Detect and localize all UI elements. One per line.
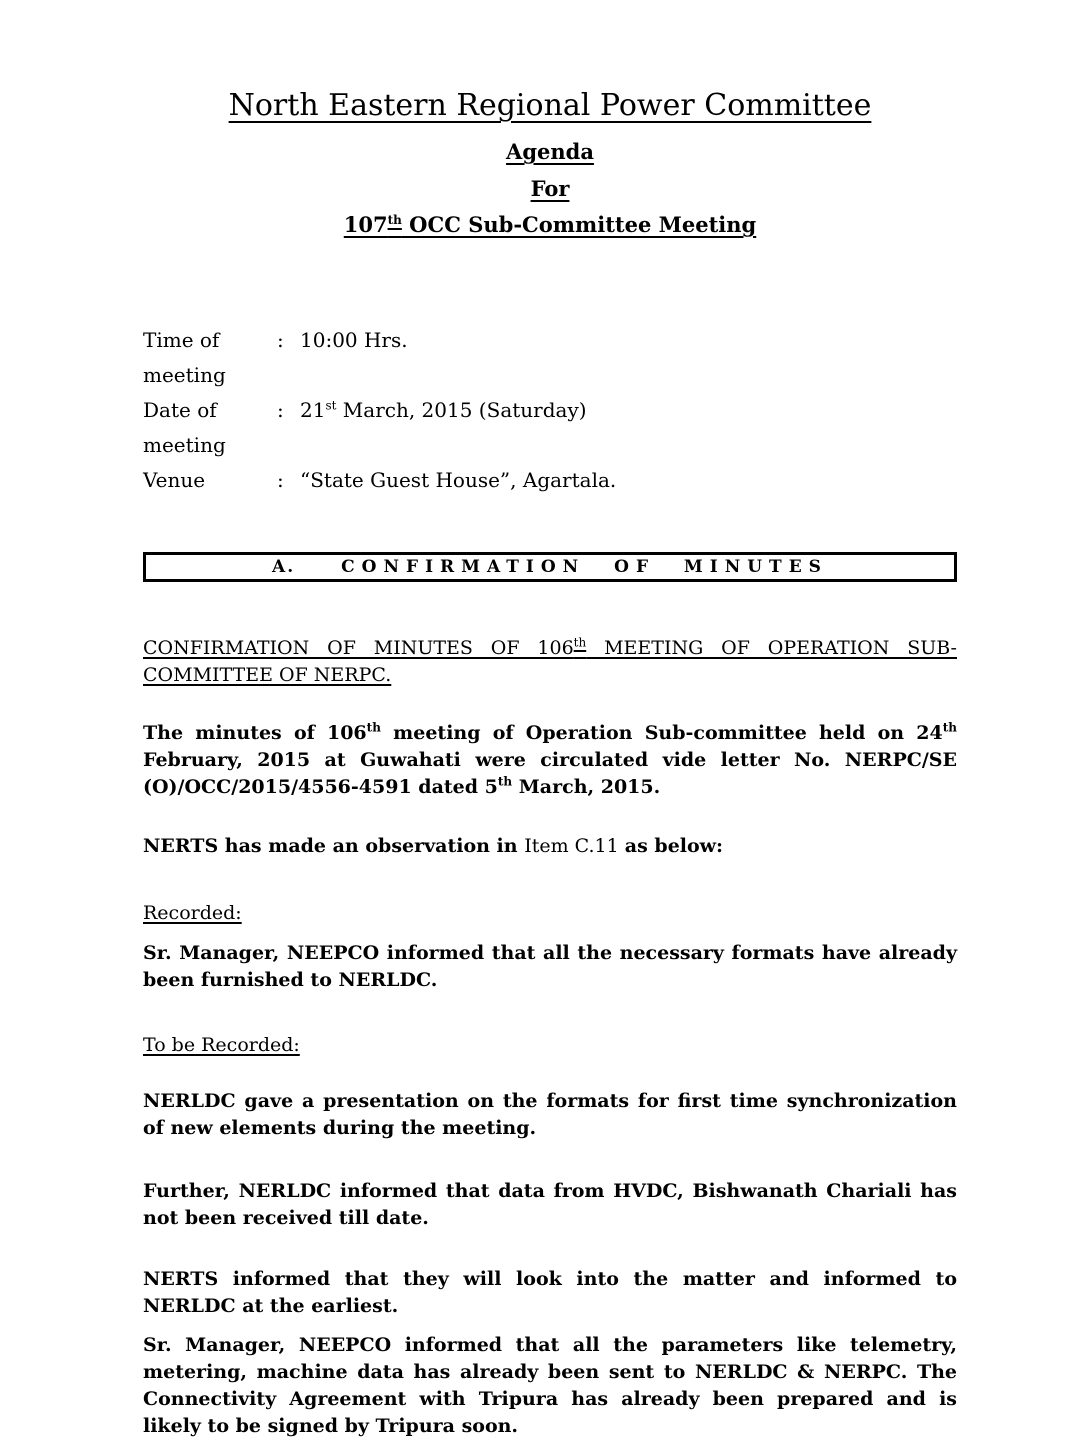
time-label: Time of meeting (143, 328, 226, 387)
heading-text-2: MEETING OF OPERATION SUB- (586, 637, 957, 659)
meeting-number: 107 (343, 212, 388, 237)
meeting-number-ordinal: th (387, 213, 402, 227)
date-rest: March, 2015 (Saturday) (336, 398, 587, 422)
minutes-ordinal-1: th (366, 720, 381, 735)
confirmation-heading-line2 (143, 662, 957, 689)
observation-text-2: as below: (624, 835, 724, 857)
subtitle-for (143, 175, 957, 203)
meeting-details (143, 323, 957, 498)
presentation-paragraph: NERLDC gave a presentation on the formats for first time synchronization of new elements during the meeting. (143, 1090, 957, 1139)
time-colon: : (277, 328, 284, 352)
section-a-label: A. (272, 557, 296, 577)
venue-label: Venue (143, 468, 206, 492)
document-title-text: North Eastern Regional Power Committee (228, 88, 872, 123)
observation-item-ref: Item C.11 (524, 835, 625, 857)
document-title (143, 88, 957, 124)
confirmation-heading-line1 (143, 635, 957, 662)
nerts-observation-line (143, 833, 957, 860)
time-value: 10:00 Hrs. (300, 328, 408, 352)
subtitle-for-text: For (530, 176, 570, 201)
detail-row-time (143, 323, 957, 393)
venue-value: “State Guest House”, Agartala. (300, 468, 617, 492)
date-colon: : (277, 398, 284, 422)
hvdc-data-paragraph: Further, NERLDC informed that data from HVDC, Bishwanath Chariali has not been received till date. (143, 1180, 957, 1229)
observation-text-1: NERTS has made an observation in (143, 835, 525, 857)
subtitle-agenda (143, 138, 957, 166)
minutes-ordinal-3: th (497, 774, 513, 789)
nerts-look-into-paragraph: NERTS informed that they will look into the matter and informed to NERLDC at the earliest. (143, 1268, 957, 1317)
meeting-name: OCC Sub-Committee Meeting (401, 212, 757, 237)
section-a-header-box (143, 552, 957, 582)
recorded-heading (143, 900, 957, 927)
recorded-heading-text: Recorded: (143, 902, 242, 924)
date-label: Date of meeting (143, 398, 226, 457)
date-day: 21 (300, 398, 326, 422)
heading-ordinal: th (573, 635, 587, 650)
to-be-recorded-heading (143, 1032, 957, 1059)
heading-text-1: CONFIRMATION OF MINUTES OF 106 (143, 637, 574, 659)
minutes-ordinal-2: th (942, 720, 958, 735)
minutes-text-1: The minutes of 106 (143, 722, 367, 744)
detail-row-venue (143, 463, 957, 498)
subtitle-agenda-text: Agenda (506, 139, 594, 164)
recorded-paragraph: Sr. Manager, NEEPCO informed that all the necessary formats have already been furnished to NERLDC. (143, 942, 957, 991)
confirmation-heading (143, 635, 957, 689)
minutes-text-3: February, 2015 at Guwahati were circulated vide letter No. NERPC/SE (O)/OCC/2015/4556-4591 dated 5 (143, 749, 957, 798)
date-day-ordinal: st (325, 398, 337, 413)
subtitle-meeting-text (344, 212, 756, 237)
minutes-text-4: March, 2015. (512, 776, 661, 798)
subtitle-meeting-number (143, 211, 957, 239)
section-a-title: CONFIRMATION OF MINUTES (341, 557, 828, 577)
minutes-text-2: meeting of Operation Sub-committee held on 24 (380, 722, 943, 744)
date-value (300, 393, 957, 463)
to-be-recorded-heading-text: To be Recorded: (143, 1034, 300, 1056)
detail-row-date (143, 393, 957, 463)
heading-text-3: COMMITTEE OF NERPC. (143, 664, 392, 686)
minutes-circulated-paragraph (143, 720, 957, 801)
connectivity-agreement-paragraph: Sr. Manager, NEEPCO informed that all the parameters like telemetry, metering, machine data has already been sent to NERLDC & NERPC. The Connectivity Agreement with Tripura has already been prepared and is likely to be signed by Tripura soon. (143, 1334, 957, 1437)
venue-colon: : (277, 468, 284, 492)
